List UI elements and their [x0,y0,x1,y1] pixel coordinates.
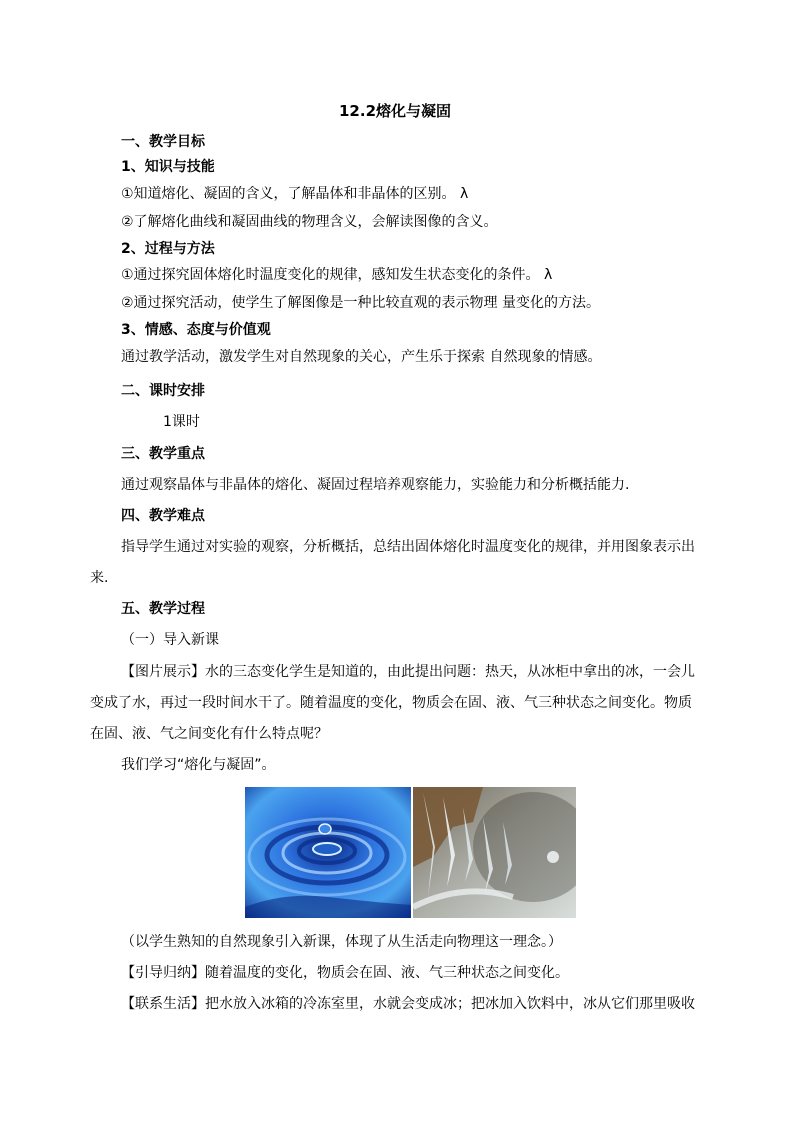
paragraph: 【引导归纳】随着温度的变化，物质会在固、液、气三种状态之间变化。 [121,965,569,981]
section-heading-process: 五、教学过程 [121,601,205,617]
paragraph: 指导学生通过对实验的观察，分析概括，总结出固体熔化时温度变化的规律，并用图象表示出 [121,539,695,555]
paragraph: ②了解熔化曲线和凝固曲线的物理含义，会解读图像的含义。 [121,214,498,230]
subheading-emotion-values: 3、情感、态度与价值观 [121,322,271,338]
section-heading-difficulties: 四、教学难点 [121,508,205,524]
paragraph: 【图片展示】水的三态变化学生是知道的，由此提出问题：热天，从冰柜中拿出的冰，一会儿 [121,664,695,680]
paragraph: 1课时 [163,414,200,430]
paragraph: 通过观察晶体与非晶体的熔化、凝固过程培养观察能力，实验能力和分析概括能力. [121,477,630,493]
paragraph: 在固、液、气之间变化有什么特点呢？ [90,726,328,742]
subheading-process-methods: 2、过程与方法 [121,241,215,257]
paragraph: 通过教学活动，激发学生对自然现象的关心，产生乐于探索 自然现象的情感。 [121,349,602,365]
paragraph: 来. [90,570,109,586]
paragraph: 【联系生活】把水放入冰箱的冷冻室里，水就会变成冰；把冰加入饮料中，冰从它们那里吸收 [121,996,695,1012]
subheading-introduction: （一）导入新课 [121,632,219,648]
subheading-knowledge-skills: 1、知识与技能 [121,159,215,175]
section-heading-teaching-goals: 一、教学目标 [121,134,205,150]
paragraph: ②通过探究活动，使学生了解图像是一种比较直观的表示物理 量变化的方法。 [121,295,600,311]
document-title: 12.2熔化与凝固 [339,102,452,120]
paragraph: 我们学习“熔化与凝固”。 [121,757,276,773]
section-heading-schedule: 二、课时安排 [121,383,205,399]
paragraph: ①通过探究固体熔化时温度变化的规律，感知发生状态变化的条件。 λ [121,267,553,283]
section-heading-key-points: 三、教学重点 [121,446,205,462]
water-drop-image [245,787,411,918]
paragraph: ①知道熔化、凝固的含义，了解晶体和非晶体的区别。 λ [121,186,469,202]
paragraph: 变成了水，再过一段时间水干了。随着温度的变化，物质会在固、液、气三种状态之间变化。物质 [90,695,692,711]
paragraph: （以学生熟知的自然现象引入新课，体现了从生活走向物理这一理念。） [121,934,562,950]
icicles-image [413,787,576,918]
